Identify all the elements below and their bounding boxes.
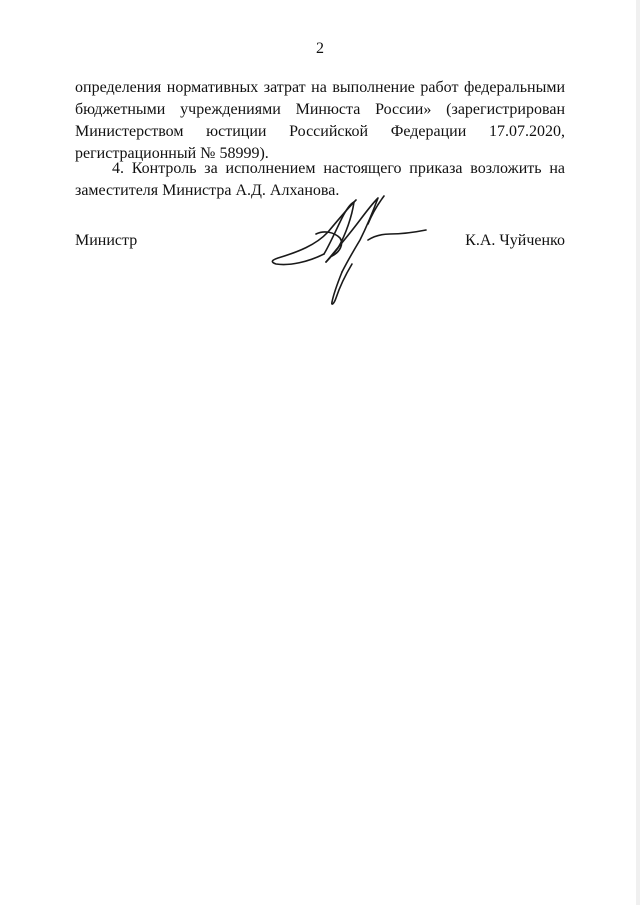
paragraph-continuation: определения нормативных затрат на выполнение работ федеральными бюджетными учреждениями Минюста России» (зарегистрирован Министерством юстиции Российской Федерации 17.07.2020, регистрационный № 58999). <box>75 79 565 162</box>
signatory-name: К.А. Чуйченко <box>465 232 565 249</box>
page-number: 2 <box>316 40 324 57</box>
signature-stroke <box>272 200 356 265</box>
paragraph-item-4: 4. Контроль за исполнением настоящего приказа возложить на заместителя Министра А.Д. Алханова. <box>75 160 565 199</box>
scan-edge <box>636 0 640 905</box>
signature-stroke <box>332 264 352 304</box>
signature-stroke <box>368 230 426 240</box>
handwritten-signature <box>268 190 433 308</box>
position-title: Министр <box>75 232 138 249</box>
